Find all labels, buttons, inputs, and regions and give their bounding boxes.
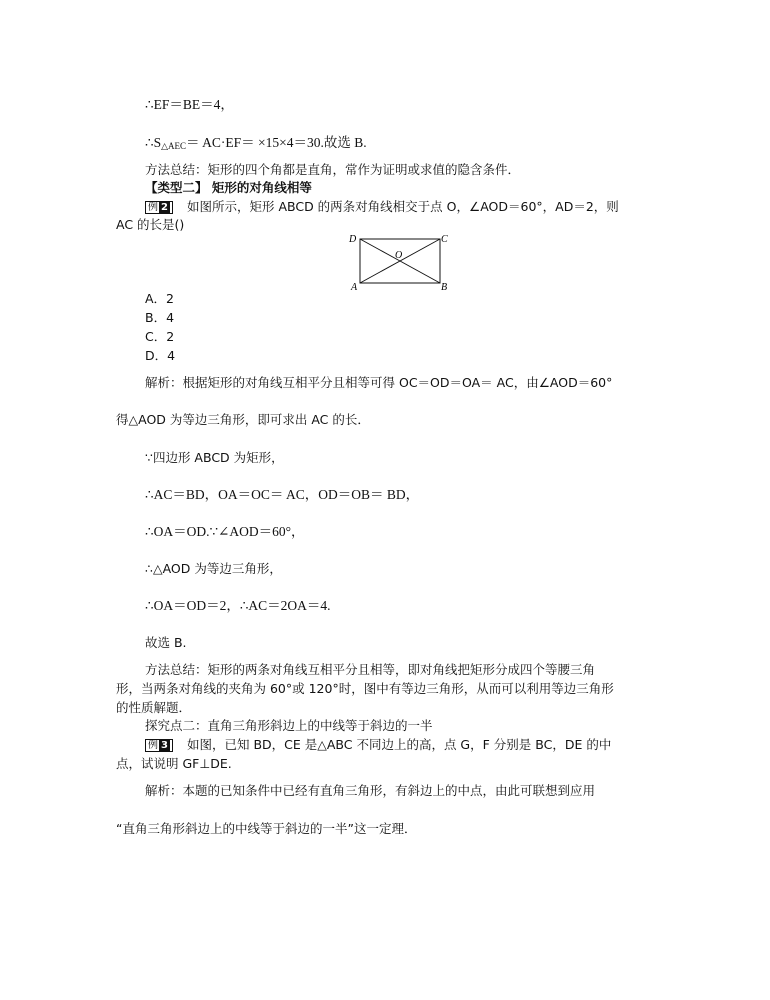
label-O: O <box>395 250 403 261</box>
label-C: C <box>441 234 448 245</box>
solution-step: ∴△AOD 为等边三角形， <box>145 561 282 576</box>
text-line <box>145 134 367 155</box>
question-text: 如图，已知 BD，CE 是△ABC 不同边上的高，点 G，F 分别是 BC，DE 的中 <box>186 737 612 752</box>
label-B: B <box>441 282 448 292</box>
example-2-question <box>145 198 619 216</box>
label-A: A <box>351 282 358 292</box>
rectangle-figure <box>345 230 460 292</box>
method-summary: 的性质解题． <box>116 700 192 715</box>
question-text: 如图所示，矩形 ABCD 的两条对角线相交于点 O，∠AOD＝60°，AD＝2，则 <box>186 199 619 214</box>
analysis-line: 得△AOD 为等边三角形，即可求出 AC 的长． <box>116 412 370 427</box>
solution-step: ∴AC＝BD，OA＝OC＝ AC，OD＝OB＝ BD， <box>145 487 420 502</box>
subscript: △AEC <box>161 141 187 151</box>
text-fragment: ＝ AC·EF＝ ×15×4＝30.故选 B. <box>186 135 367 150</box>
example-badge: 例 2 <box>145 201 173 214</box>
option-a: A．2 <box>145 291 175 306</box>
example-3-question <box>145 736 611 754</box>
option-d: D．4 <box>145 348 176 363</box>
method-summary: 方法总结：矩形的两条对角线互相平分且相等，即对角线把矩形分成四个等腰三角 <box>145 662 596 677</box>
solution-step: ∵四边形 ABCD 为矩形， <box>145 450 284 465</box>
question-text-cont: 点，试说明 GF⊥DE. <box>116 756 232 771</box>
solution-step: 故选 B. <box>145 635 187 650</box>
solution-step: ∴OA＝OD.∵∠AOD＝60°， <box>145 524 305 539</box>
method-summary: 方法总结：矩形的四个角都是直角，常作为证明或求值的隐含条件． <box>145 162 521 177</box>
analysis-line: 解析：本题的已知条件中已经有直角三角形，有斜边上的中点，由此可联想到应用 <box>145 783 596 798</box>
option-c: C．2 <box>145 329 175 344</box>
text-fragment: ∴S <box>145 135 162 150</box>
text-line: ∴EF＝BE＝4， <box>145 97 234 112</box>
rectangle-diagram <box>345 230 460 292</box>
option-b: B．4 <box>145 310 175 325</box>
section-heading: 探究点二：直角三角形斜边上的中线等于斜边的一半 <box>145 718 433 733</box>
analysis-line: 解析：根据矩形的对角线互相平分且相等可得 OC＝OD＝OA＝ AC，由∠AOD＝60° <box>145 375 613 390</box>
question-text-cont: AC 的长是() <box>116 217 185 232</box>
example-badge: 例 3 <box>145 739 173 752</box>
analysis-line: “直角三角形斜边上的中线等于斜边的一半”这一定理． <box>116 821 417 836</box>
method-summary: 形，当两条对角线的夹角为 60°或 120°时，图中有等边三角形，从而可以利用等边三角形 <box>116 681 614 696</box>
label-D: D <box>349 234 357 245</box>
section-heading: 【类型二】 矩形的对角线相等 <box>145 180 312 195</box>
solution-step: ∴OA＝OD＝2，∴AC＝2OA＝4. <box>145 598 331 613</box>
